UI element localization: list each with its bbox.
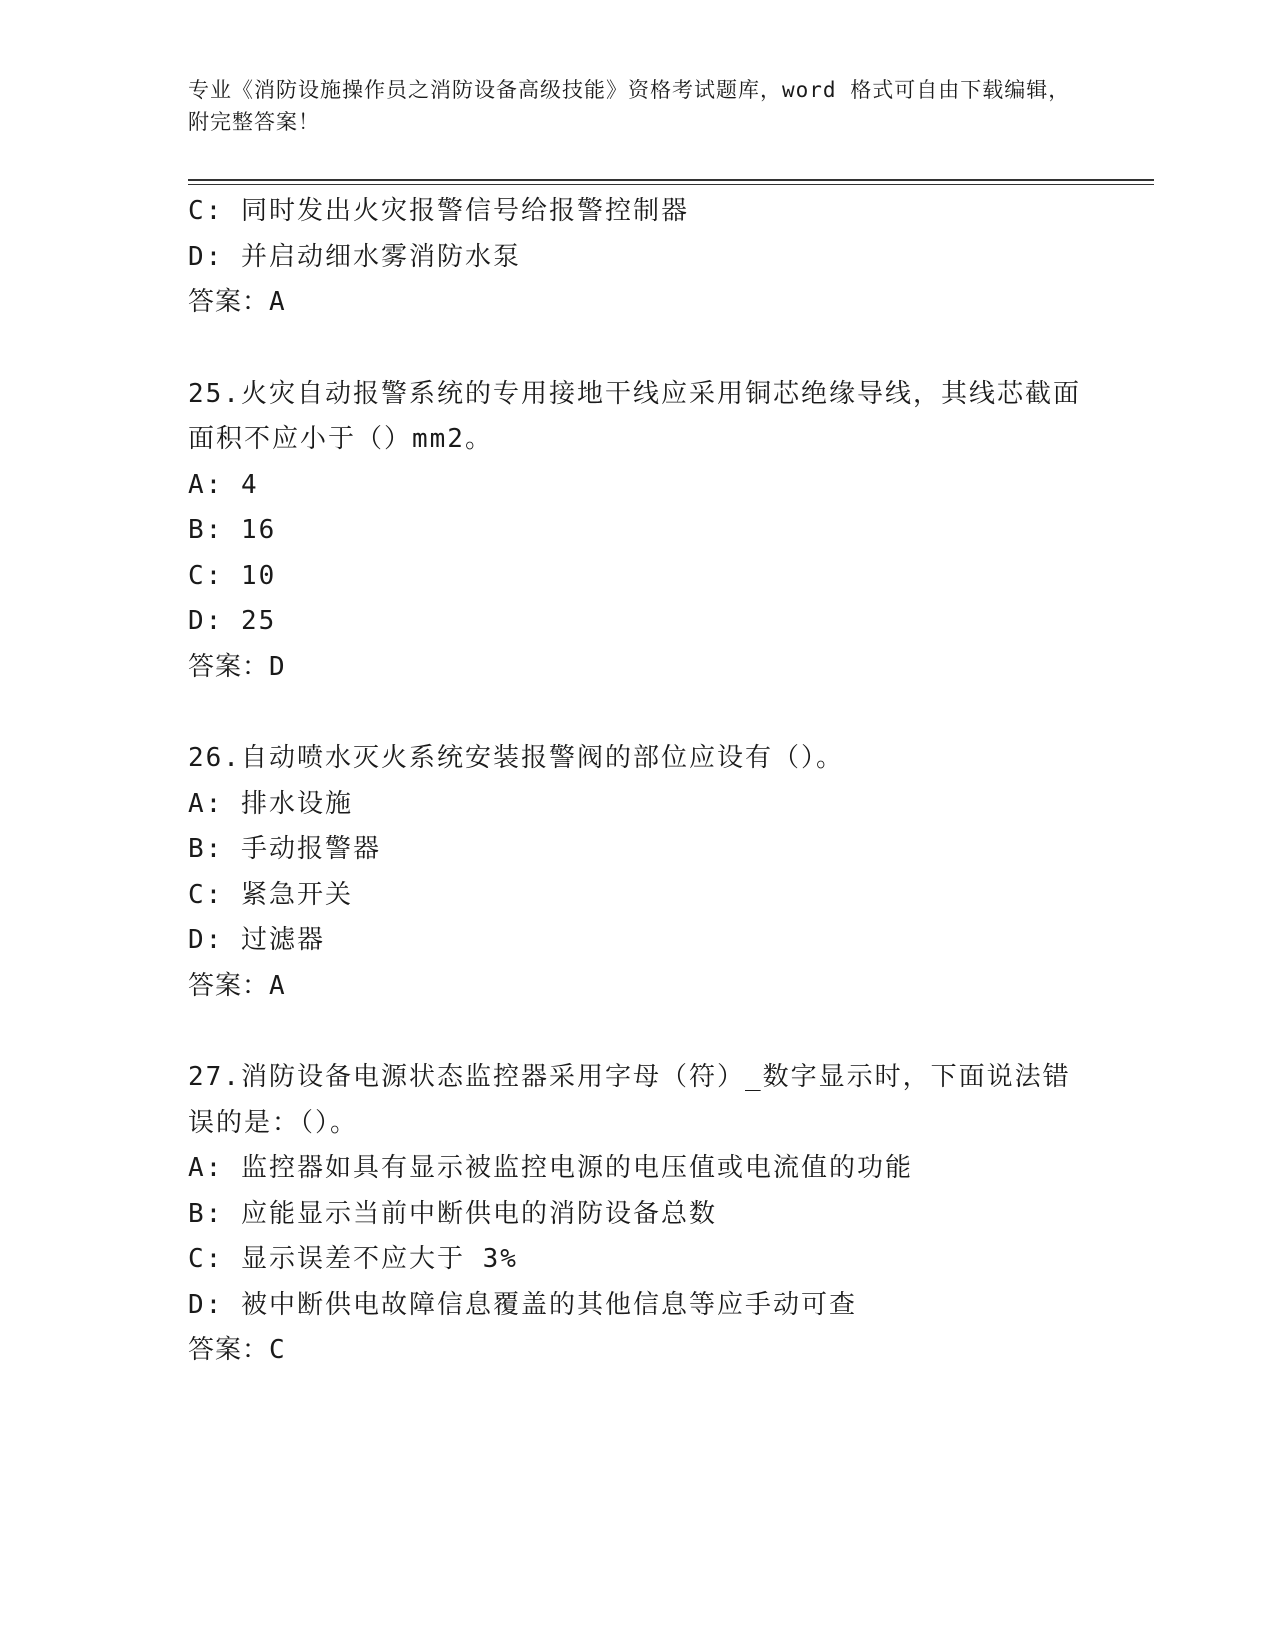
header-divider-thin [188,184,1154,185]
option-d: D: 过滤器 [188,925,325,955]
option-c: C: 10 [188,560,277,591]
answer-line: 答案：D [188,651,286,682]
option-d: D: 25 [188,606,277,636]
question-list [188,189,1088,1374]
question-text: 25.火灾自动报警系统的专用接地干线应采用铜芯绝缘导线，其线芯截面面积不应小于（）mm2。 [188,378,1081,454]
option-d: D: 并启动细水雾消防水泵 [188,241,521,272]
option-c: C: 紧急开关 [188,879,353,910]
option-b: B: 应能显示当前中断供电的消防设备总数 [188,1198,717,1229]
answer-line: 答案：A [188,970,286,1001]
option-b: B: 手动报警器 [188,834,381,864]
option-a: A: 4 [188,469,259,500]
header-divider-thick [188,179,1154,181]
option-c: C: 显示误差不应大于 3% [188,1244,518,1274]
option-a: A: 监控器如具有显示被监控电源的电压值或电流值的功能 [188,1153,913,1183]
option-d: D: 被中断供电故障信息覆盖的其他信息等应手动可查 [188,1289,857,1320]
question-text: 26.自动喷水灭火系统安装报警阀的部位应设有（）。 [188,743,844,773]
document-intro: 专业《消防设施操作员之消防设备高级技能》资格考试题库，word 格式可自由下载编辑，附完整答案！ [188,78,1071,134]
option-b: B: 16 [188,515,277,545]
answer-line: 答案：C [188,1335,286,1365]
question-text: 27.消防设备电源状态监控器采用字母（符）_数字显示时，下面说法错误的是：（）。 [188,1062,1071,1138]
answer-line: 答案：A [188,287,286,317]
option-a: A: 排水设施 [188,788,353,819]
option-c: C: 同时发出火灾报警信号给报警控制器 [188,196,689,226]
